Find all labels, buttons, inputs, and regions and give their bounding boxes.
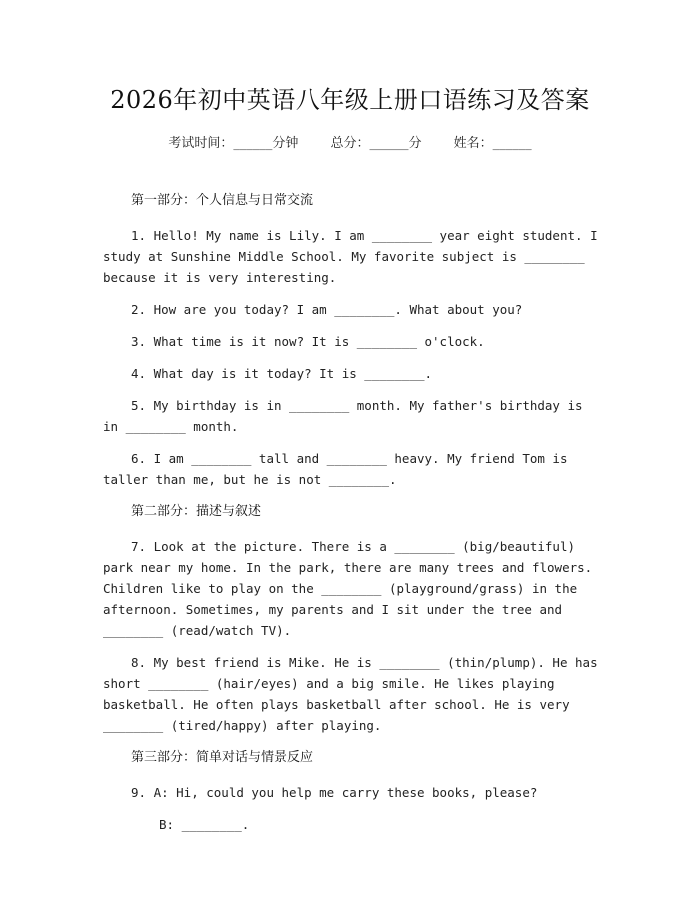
exam-meta: [0, 132, 700, 151]
question-1: 1. Hello! My name is Lily. I am ________ year eight student. I study at Sunshine Middle School. My favorite subject is ________ because it is very interesting.: [103, 228, 598, 285]
question-9-answer: B: ________.: [159, 817, 250, 832]
total-score: 总分：______分: [330, 136, 422, 151]
question-5: 5. My birthday is in ________ month. My father's birthday is in ________ month.: [103, 398, 583, 434]
exam-body: [103, 190, 603, 846]
page-title: 2026年初中英语八年级上册口语练习及答案: [110, 86, 590, 114]
exam-time: 考试时间：______分钟: [168, 136, 299, 151]
question-8: 8. My best friend is Mike. He is ________ (thin/plump). He has short ________ (hair/eyes) and a big smile. He likes playing basketball. He often plays basketball after school. He is very ________ (tired/happy) after playing.: [103, 655, 598, 733]
student-name: 姓名：______: [453, 136, 532, 151]
question-2: 2. How are you today? I am ________. What about you?: [131, 302, 523, 317]
section-heading-3: 第三部分：简单对话与情景反应: [131, 750, 314, 765]
question-6: 6. I am ________ tall and ________ heavy. My friend Tom is taller than me, but he is not ________.: [103, 451, 568, 487]
question-3: 3. What time is it now? It is ________ o'clock.: [131, 334, 485, 349]
section-heading-2: 第二部分：描述与叙述: [131, 504, 262, 519]
question-9-prompt: 9. A: Hi, could you help me carry these books, please?: [131, 785, 538, 800]
section-heading-1: 第一部分：个人信息与日常交流: [131, 193, 314, 208]
question-4: 4. What day is it today? It is ________.: [131, 366, 433, 381]
question-7: 7. Look at the picture. There is a ________ (big/beautiful) park near my home. In the park, there are many trees and flowers. Children like to play on the ________ (playground/grass) in the afternoon. Sometimes, my parents and I sit under the tree and ________ (read/watch TV).: [103, 539, 593, 638]
